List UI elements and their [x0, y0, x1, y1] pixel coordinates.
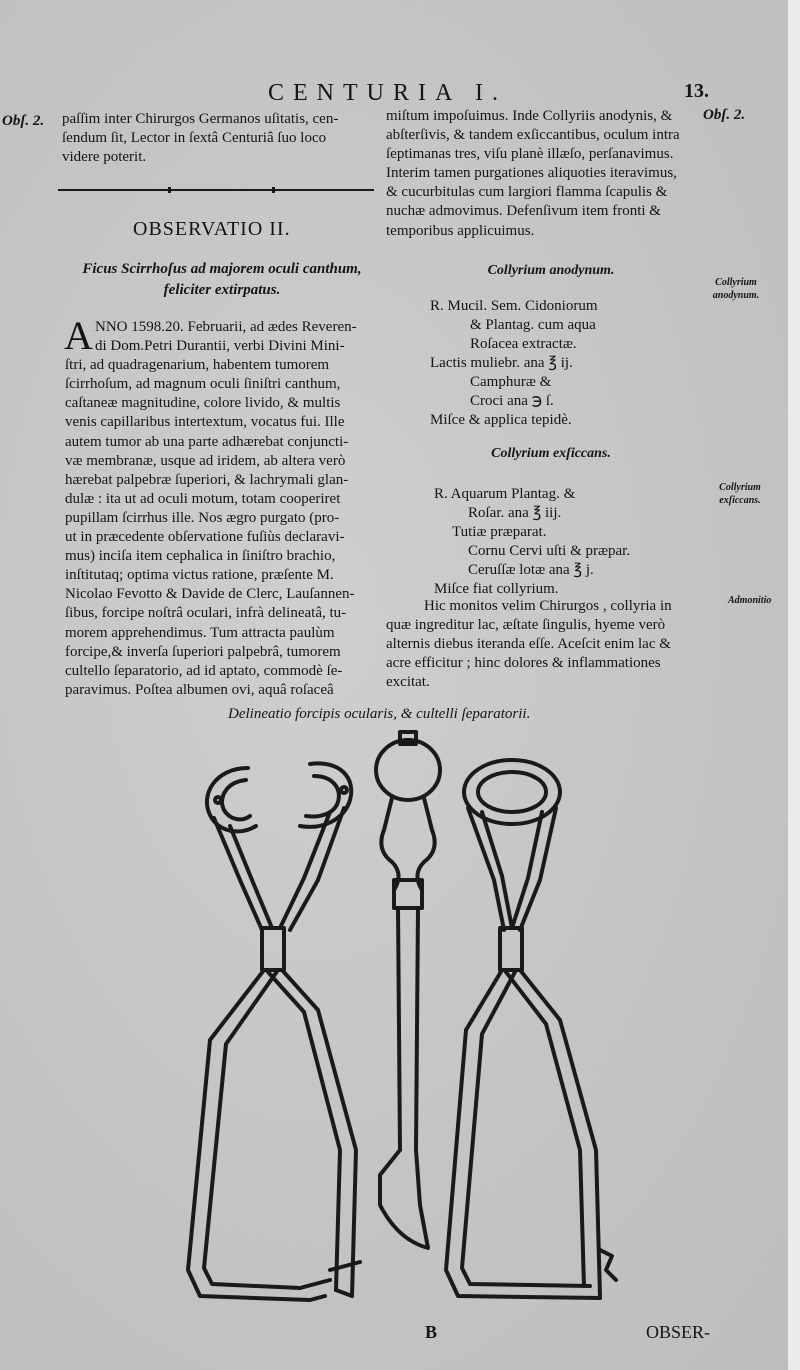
text-line: autem tumor ab una parte adhærebat conjuncti-: [65, 433, 349, 450]
recipe-line: Miſce fiat collyrium.: [434, 581, 559, 597]
text-line: videre poterit.: [62, 149, 147, 166]
text-line: forcipe,& inverſa ſuperiori palpebrâ, tumorem: [65, 643, 341, 660]
recipe-line: Lactis muliebr. ana ℥ ij.: [430, 355, 573, 371]
margin-obs-right: Obſ. 2.: [703, 107, 746, 123]
page-number: 13.: [684, 80, 709, 102]
recipe-exsiccans-title: Collyrium exſiccans.: [491, 446, 611, 461]
text-line: abſterſivis, & tandem exſiccantibus, oculum intra: [386, 127, 680, 144]
text-line: ſtri, ad quadragenarium, habentem tumorem: [65, 357, 330, 374]
margin-note-admonitio: Admonitio: [728, 595, 772, 606]
text-line: nuchæ admovimus. Defenſivum item fronti &: [386, 203, 661, 220]
text-line: miſtum impoſuimus. Inde Collyriis anodynis, &: [386, 108, 673, 124]
forceps-open-illustration: [188, 763, 360, 1300]
text-line: temporibus applicuimus.: [386, 222, 535, 239]
text-line: Interim tamen purgationes aliquoties iteravimus,: [386, 165, 677, 182]
margin-note-collyrium-exsiccans: Collyrium exſiccans.: [719, 482, 761, 506]
recipe-line: Croci ana ℈ ſ.: [470, 393, 554, 409]
text-line: ſendum ſit, Lector in ſextâ Centuriâ ſuo loco: [62, 130, 327, 147]
text-line: morem apprehendimus. Tum attracta paulùm: [65, 624, 335, 641]
observation-subtitle: Ficus Scirrhoſus ad majorem oculi canthum, feliciter extirpatus.: [82, 261, 362, 298]
signature-mark: B: [425, 1322, 438, 1342]
drop-cap: A: [64, 313, 93, 358]
margin-note-collyrium-anodynum: Collyrium anodynum.: [712, 277, 760, 301]
observation-heading: OBSERVATIO II.: [133, 218, 291, 240]
text-line: & cucurbitulas cum largiori flamma ſcapulis &: [386, 184, 668, 201]
text-line: ſeptimanas tres, viſu planè illæſo, perſanavimus.: [386, 146, 674, 163]
recipe-line: Roſacea extractæ.: [470, 336, 577, 352]
text-line: inſtitutaq; optima victus ratione, præſente M.: [65, 567, 334, 584]
text-line: venis capillaribus intertextum, vocatus fui. Ille: [65, 414, 345, 431]
text-line: caſtaneæ magnitudine, colore livido, & multis: [65, 395, 341, 412]
text-line: quæ ingreditur lac, æſtate ſingulis, hyeme verò: [386, 617, 666, 634]
text-line: dulæ : ita ut ad oculi motum, totam cooperiret: [65, 490, 341, 507]
text-line: paravimus. Poſtea albumen ovi, aquâ roſaceâ: [65, 681, 334, 698]
text-line: cultello ſeparatorio, ad id aptato, commodè ſe-: [65, 662, 343, 679]
recipe-anodynum-title: Collyrium anodynum.: [487, 263, 615, 278]
scalpel-illustration: [376, 732, 440, 1248]
text-line: mus) inciſa item cephalica in ſiniſtro brachio,: [65, 548, 336, 565]
text-line: paſſim inter Chirurgos Germanos uſitatis, cen-: [62, 111, 339, 127]
recipe-line: Cornu Cervi uſti & præpar.: [468, 543, 631, 559]
text-line: ut in præcedente obſervatione fuſiùs declaravi-: [65, 529, 345, 546]
recipe-line: Roſar. ana ℥ iij.: [468, 505, 562, 521]
text-line: hærebat palpebræ ſuperiori, & lachrymali glan-: [65, 471, 349, 488]
text-line: pupillam ſcirrhus ille. Nos ægro purgato (pro-: [65, 509, 340, 526]
recipe-line: Miſce & applica tepidè.: [430, 412, 572, 428]
forceps-ring-illustration: [446, 760, 616, 1298]
text-line: acre efficitur ; hinc dolores & inflammationes: [386, 655, 661, 672]
text-line: NNO 1598.20. Februarii, ad ædes Reveren-: [95, 319, 357, 335]
recipe-line: R. Mucil. Sem. Cidoniorum: [430, 298, 598, 314]
text-line: væ membranæ, usque ad iridem, ab altera verò: [65, 452, 346, 469]
text-line: ſcirrhoſum, ad magnum oculi ſiniſtri canthum,: [65, 376, 341, 393]
margin-obs-left: Obſ. 2.: [2, 113, 45, 129]
figure-caption: Delineatio forcipis ocularis, & cultelli ſeparatorii.: [228, 706, 531, 722]
recipe-line: Ceruſſæ lotæ ana ℥ j.: [468, 562, 594, 578]
text-line: Hic monitos velim Chirurgos , collyria in: [424, 598, 672, 614]
text-line: ſibus, forcipe noſtrâ oculari, infrà delineatâ, tu-: [65, 605, 347, 622]
recipe-line: R. Aquarum Plantag. &: [434, 486, 576, 502]
running-title: CENTURIA I.: [268, 80, 507, 106]
text-line: alternis diebus iteranda eſſe. Aceſcit enim lac &: [386, 636, 671, 653]
text-line: Nicolao Fevotto & Davide de Clerc, Lauſannen-: [65, 586, 355, 603]
recipe-line: Camphuræ &: [470, 374, 552, 390]
recipe-line: Tutiæ præparat.: [452, 524, 547, 540]
text-line: di Dom.Petri Durantii, verbi Divini Mini-: [95, 338, 345, 355]
text-line: excitat.: [386, 674, 430, 691]
catchword: OBSER-: [646, 1322, 711, 1342]
recipe-line: & Plantag. cum aqua: [470, 317, 596, 333]
